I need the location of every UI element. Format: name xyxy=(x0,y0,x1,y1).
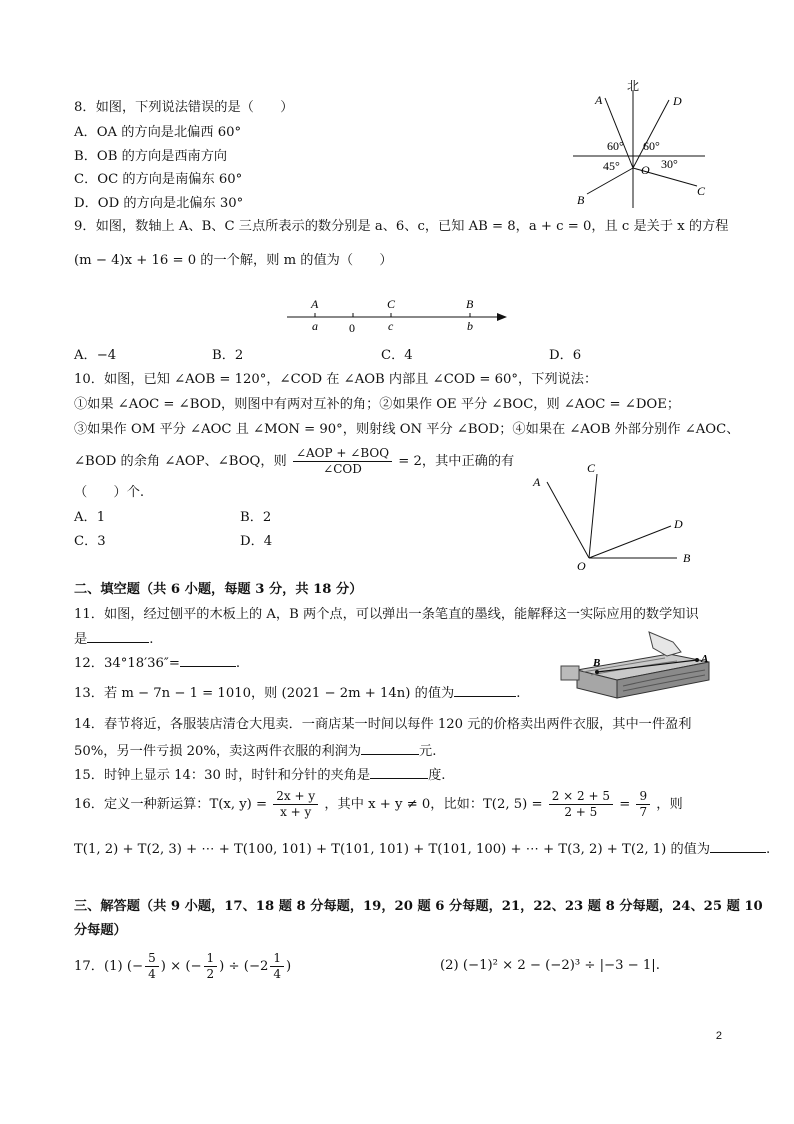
q14-line2-text: 50%，另一件亏损 20%，卖这两件衣服的利润为 xyxy=(74,744,362,759)
axis-label-a-point: A xyxy=(311,297,319,311)
q11-line2-text: 是 xyxy=(74,632,88,647)
q10-fraction xyxy=(293,446,392,477)
q17-paren1-open: (− xyxy=(126,959,144,974)
axis-label-c-point: C xyxy=(387,297,396,311)
q16-def-numerator: 2x + y xyxy=(273,789,318,805)
q10-stem-line4 xyxy=(74,446,514,477)
q15-text: 15．时钟上显示 14：30 时，时针和分针的夹角是 xyxy=(74,768,371,783)
fig10-label-d: D xyxy=(674,517,683,531)
q11-end: . xyxy=(149,632,154,647)
section-2-title: 二、填空题（共 6 小题，每题 3 分，共 18 分） xyxy=(74,582,363,597)
q16-answer-blank[interactable] xyxy=(710,840,766,853)
q12-end: . xyxy=(235,656,241,671)
q16-stem-line2 xyxy=(74,840,770,859)
q13-answer-blank[interactable] xyxy=(454,684,516,697)
label-o: O xyxy=(641,163,650,177)
q11-stem-line1: 11．如图，经过刨平的木板上的 A，B 两个点，可以弹出一条笔直的墨线，能解释这一实际应用的数学知识 xyxy=(74,607,699,622)
fig10-label-b: B xyxy=(683,551,691,565)
q10-option-a: A．1 xyxy=(74,510,106,525)
q15-answer-blank[interactable] xyxy=(370,766,428,779)
angle-60-right: 60° xyxy=(643,139,660,153)
q16-example-numerator: 2 × 2 + 5 xyxy=(549,789,613,805)
section-3-title-line1: 三、解答题（共 9 小题，17、18 题 8 分每题，19，20 题 6 分每题，21，22、23 题 8 分每题，24、25 题 10 xyxy=(74,899,763,914)
q13-end: . xyxy=(516,686,521,701)
q17-fraction-3 xyxy=(270,951,284,982)
q16-stem-line1 xyxy=(74,789,683,820)
q8-stem: 8．如图，下列说法错误的是（ ） xyxy=(74,100,294,115)
q12-answer-blank[interactable] xyxy=(180,654,236,667)
q16-result-denominator: 7 xyxy=(639,805,648,819)
q16-pre: 16．定义一种新运算：T(x, y) = xyxy=(74,797,268,812)
q14-stem-line1: 14．春节将近，各服装店清仓大甩卖．一商店某一时间以每件 120 元的价格卖出两件衣服，其中一件盈利 xyxy=(74,717,692,732)
q16-result-fraction xyxy=(636,789,650,820)
q9-option-a: A．−4 xyxy=(74,348,117,363)
angle-60-left: 60° xyxy=(607,139,624,153)
fig10-label-o: O xyxy=(577,559,586,573)
q17-label: 17．(1) xyxy=(74,959,123,974)
q10-angle-figure xyxy=(525,458,705,576)
q10-line4-post: = 2，其中正确的有 xyxy=(398,454,515,469)
q9-number-line xyxy=(285,294,515,336)
q17-divide: ÷ xyxy=(228,959,240,974)
q17-paren3-close: ) xyxy=(286,959,292,974)
q12-line xyxy=(74,654,240,673)
q17-part1 xyxy=(74,951,291,982)
q13-line xyxy=(74,684,520,703)
axis-label-b-point: B xyxy=(466,297,474,311)
q10-stem-line3: ③如果作 OM 平分 ∠AOC 且 ∠MON = 90°，则射线 ON 平分 ∠BOD；④如果在 ∠AOB 外部分别作 ∠AOC、 xyxy=(74,422,740,437)
q16-example-fraction xyxy=(549,789,613,820)
axis-value-b: b xyxy=(467,319,473,333)
q17-f2-den: 2 xyxy=(206,967,215,981)
q9-option-b: B．2 xyxy=(212,348,244,363)
q17-paren1-close: ) xyxy=(160,959,166,974)
q15-end: 度. xyxy=(428,768,446,783)
q17-fraction-1 xyxy=(145,951,159,982)
q17-fraction-2 xyxy=(204,951,218,982)
label-b: B xyxy=(577,193,585,207)
q11-wood-board-figure xyxy=(557,628,727,706)
q9-option-d: D．6 xyxy=(549,348,582,363)
q11-fig-label-b: B xyxy=(593,657,601,669)
q8-option-d: D．OD 的方向是北偏东 30° xyxy=(74,196,244,211)
angle-30: 30° xyxy=(661,157,678,171)
q10-stem-line1: 10．如图，已知 ∠AOB = 120°，∠COD 在 ∠AOB 内部且 ∠COD = 60°，下列说法： xyxy=(74,372,598,387)
q9-stem-line2: (m − 4)x + 16 = 0 的一个解，则 m 的值为（ ） xyxy=(74,253,393,268)
q14-end: 元. xyxy=(419,744,437,759)
q10-option-d: D．4 xyxy=(240,534,273,549)
q16-line2-text: T(1, 2) + T(2, 3) + ⋯ + T(100, 101) + T(101, 101) + T(101, 100) + ⋯ + T(3, 2) + T(2, 1) 的值为 xyxy=(74,842,711,857)
q16-end: . xyxy=(766,842,771,857)
q11-fig-label-a: A xyxy=(701,653,709,665)
axis-value-c: c xyxy=(388,319,394,333)
q8-option-c: C．OC 的方向是南偏东 60° xyxy=(74,172,243,187)
q16-equals: = xyxy=(619,797,631,812)
q10-stem-line2: ①如果 ∠AOC = ∠BOD，则图中有两对互补的角；②如果作 OE 平分 ∠BOC，则 ∠AOC = ∠DOE； xyxy=(74,397,681,412)
label-c: C xyxy=(697,184,706,198)
label-north: 北 xyxy=(627,79,640,93)
q8-direction-figure xyxy=(565,76,715,211)
q14-answer-blank[interactable] xyxy=(361,742,419,755)
q17-part2: (2) (−1)² × 2 − (−2)³ ÷ |−3 − 1|. xyxy=(440,958,660,973)
q16-post: ，则 xyxy=(656,797,683,812)
q10-fraction-numerator: ∠AOP + ∠BOQ xyxy=(293,446,392,462)
q16-def-fraction xyxy=(273,789,318,820)
label-d: D xyxy=(673,94,682,108)
label-a: A xyxy=(595,93,603,107)
q10-option-b: B．2 xyxy=(240,510,272,525)
q17-f1-den: 4 xyxy=(148,967,156,981)
q10-fraction-denominator: ∠COD xyxy=(323,462,362,476)
q16-def-denominator: x + y xyxy=(280,805,312,819)
q16-result-numerator: 9 xyxy=(636,789,650,805)
q17-f2-num: 1 xyxy=(204,951,218,967)
q14-stem-line2 xyxy=(74,742,436,761)
q10-option-c: C．3 xyxy=(74,534,106,549)
q11-answer-blank[interactable] xyxy=(87,630,149,643)
q17-paren2-open: (− xyxy=(185,959,202,974)
angle-45: 45° xyxy=(603,159,620,173)
axis-value-zero: 0 xyxy=(349,321,355,335)
q17-times: × xyxy=(170,959,182,974)
q16-mid: ，其中 x + y ≠ 0，比如：T(2, 5) = xyxy=(324,797,543,812)
q11-stem-line2 xyxy=(74,630,153,649)
q10-line4-pre: ∠BOD 的余角 ∠AOP、∠BOQ，则 xyxy=(74,454,287,469)
fig10-label-a: A xyxy=(533,475,541,489)
q17-f1-num: 5 xyxy=(145,951,159,967)
q9-option-c: C．4 xyxy=(381,348,413,363)
q10-stem-line5: （ ）个. xyxy=(74,485,145,500)
section-3-title-line2: 分每题） xyxy=(74,923,127,938)
q8-option-a: A．OA 的方向是北偏西 60° xyxy=(74,125,242,140)
q17-f3-num: 1 xyxy=(270,951,284,967)
q17-f3-den: 4 xyxy=(273,967,282,981)
q17-paren2-close: ) xyxy=(219,959,225,974)
axis-value-a: a xyxy=(312,319,318,333)
q16-example-denominator: 2 + 5 xyxy=(564,805,598,819)
q9-stem-line1: 9．如图，数轴上 A、B、C 三点所表示的数分别是 a、6、c，已知 AB = 8，a + c = 0，且 c 是关于 x 的方程 xyxy=(74,219,729,234)
q13-text: 13．若 m − 7n − 1 = 1010，则 (2021 − 2m + 14n) 的值为 xyxy=(74,686,455,701)
page-number: 2 xyxy=(715,1030,722,1042)
q8-option-b: B．OB 的方向是西南方向 xyxy=(74,149,228,164)
q17-paren3-open: (−2 xyxy=(243,959,269,974)
fig10-label-c: C xyxy=(587,461,596,475)
q12-text: 12．34°18′36″= xyxy=(74,656,180,671)
q15-line xyxy=(74,766,446,785)
